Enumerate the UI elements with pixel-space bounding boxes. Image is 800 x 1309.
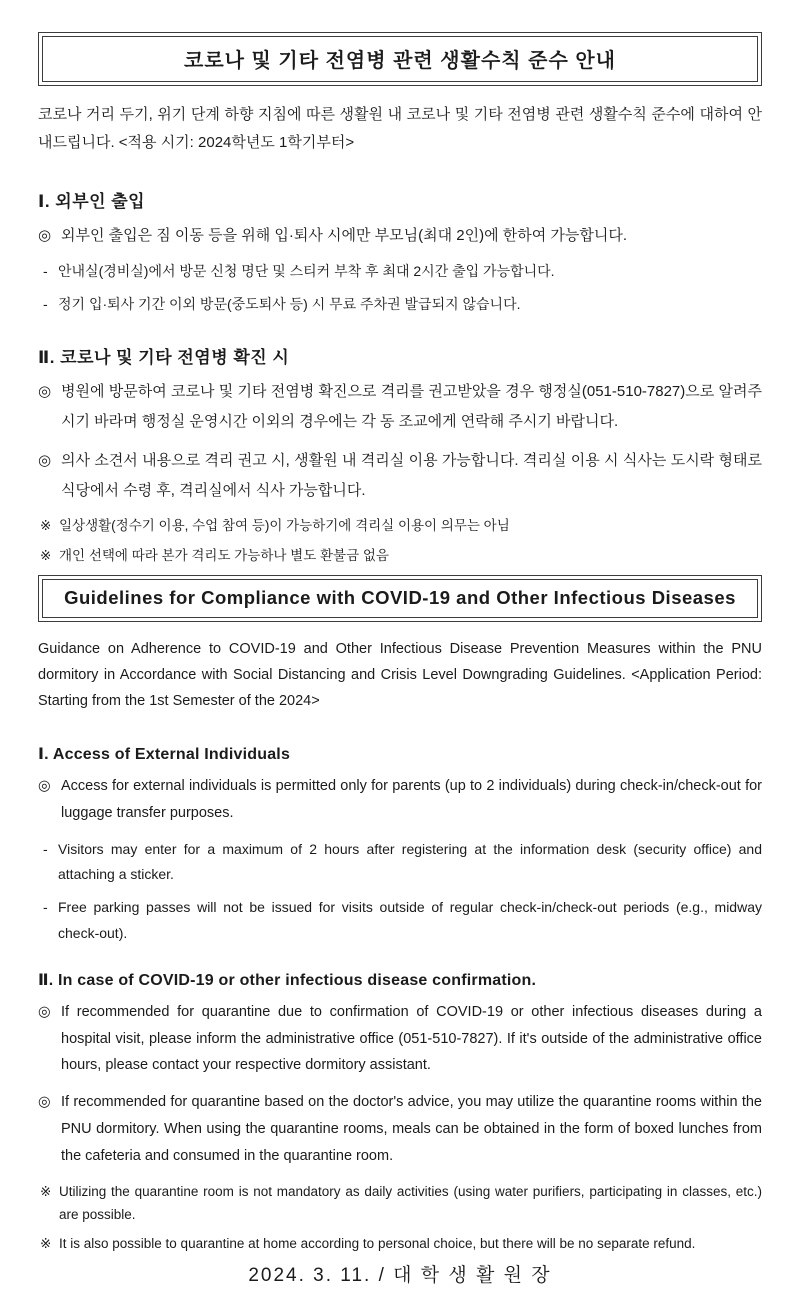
list-item	[38, 1089, 762, 1169]
english-intro: Guidance on Adherence to COVID-19 and Other Infectious Disease Prevention Measures within the PNU dormitory in Accordance with Social Distancing and Crisis Level Downgrading Guidelines. <Application Period: Starting from the 1st Semester of the 2024>	[38, 640, 762, 709]
item-text: 정기 입·퇴사 기간 이외 방문(중도퇴사 등) 시 무료 주차권 발급되지 않습니다.	[58, 296, 521, 313]
item-marker: ※	[40, 1235, 52, 1251]
item-marker: ◎	[38, 383, 52, 401]
list-item	[43, 260, 762, 284]
list-item	[38, 446, 762, 506]
korean-intro: 코로나 거리 두기, 위기 단계 하향 지침에 따른 생활원 내 코로나 및 기타 전염병 관련 생활수칙 준수에 대하여 안내드립니다. <적용 시기: 2024학년도 1학기부터>	[38, 106, 762, 151]
item-marker: ◎	[38, 452, 52, 470]
korean-section2-heading: Ⅱ. 코로나 및 기타 전염병 확진 시	[38, 348, 290, 368]
item-text: Utilizing the quarantine room is not mandatory as daily activities (using water purifiers, participating in classes, etc.) are possible.	[59, 1183, 762, 1223]
korean-title: 코로나 및 기타 전염병 관련 생활수칙 준수 안내	[42, 36, 758, 82]
item-marker: ※	[40, 518, 52, 534]
item-text: 안내실(경비실)에서 방문 신청 명단 및 스티커 부착 후 최대 2시간 출입 가능합니다.	[58, 262, 555, 279]
item-marker: -	[43, 840, 48, 857]
english-section1-heading: Ⅰ. Access of External Individuals	[38, 746, 291, 764]
item-text: If recommended for quarantine based on the doctor's advice, you may utilize the quarantine rooms within the PNU dormitory. When using the quarantine rooms, meals can be obtained in the form of boxed lunches from the cafeteria and consumed in the quarantine room.	[61, 1094, 762, 1164]
item-text: 외부인 출입은 짐 이동 등을 위해 입·퇴사 시에만 부모님(최대 2인)에 한하여 가능합니다.	[61, 226, 628, 244]
item-marker: ◎	[38, 226, 52, 244]
item-text: Visitors may enter for a maximum of 2 hours after registering at the information desk (security office) and attaching a sticker.	[58, 840, 762, 883]
list-item	[40, 1180, 762, 1227]
list-item	[38, 221, 762, 251]
item-text: 의사 소견서 내용으로 격리 권고 시, 생활원 내 격리실 이용 가능합니다. 격리실 이용 시 식사는 도시락 형태로 식당에서 수령 후, 격리실에서 식사 가능합니다.	[61, 452, 762, 500]
english-title-box	[38, 575, 762, 622]
item-text: Access for external individuals is permitted only for parents (up to 2 individuals) during check-in/check-out for luggage transfer purposes.	[61, 778, 762, 822]
list-item	[43, 895, 762, 945]
item-marker: ◎	[38, 1094, 51, 1111]
item-marker: ◎	[38, 778, 51, 795]
item-text: 개인 선택에 따라 본가 격리도 가능하나 별도 환불금 없음	[59, 548, 389, 564]
list-item	[38, 377, 762, 437]
item-marker: ※	[40, 548, 52, 564]
list-item	[43, 837, 762, 887]
item-text: It is also possible to quarantine at home according to personal choice, but there will be no separate refund.	[59, 1235, 696, 1251]
english-title: Guidelines for Compliance with COVID-19 and Other Infectious Diseases	[42, 579, 758, 618]
list-item	[38, 773, 762, 827]
list-item	[38, 999, 762, 1079]
item-marker: -	[43, 296, 48, 313]
list-item	[43, 293, 762, 317]
list-item	[40, 515, 762, 538]
item-marker: ※	[40, 1183, 52, 1199]
english-section2-heading: Ⅱ. In case of COVID-19 or other infectious disease confirmation.	[38, 971, 537, 989]
list-item	[40, 1232, 762, 1256]
item-marker: -	[43, 262, 48, 279]
item-text: 병원에 방문하여 코로나 및 기타 전염병 확진으로 격리를 권고받았을 경우 행정실(051-510-7827)으로 알려주시기 바라며 행정실 운영시간 이외의 경우에는 각 동 조교에게 연락해 주시기 바랍니다.	[61, 383, 762, 431]
date-signature: 2024. 3. 11. / 대 학 생 활 원 장	[248, 1265, 552, 1287]
korean-section1-heading: Ⅰ. 외부인 출입	[38, 191, 146, 211]
item-text: 일상생활(정수기 이용, 수업 참여 등)이 가능하기에 격리실 이용이 의무는 아님	[59, 518, 510, 534]
list-item	[40, 545, 762, 568]
korean-title-box	[38, 32, 762, 86]
item-text: Free parking passes will not be issued for visits outside of regular check-in/check-out periods (e.g., midway check-out).	[58, 899, 762, 941]
item-marker: ◎	[38, 1003, 51, 1020]
item-marker: -	[43, 899, 48, 916]
item-text: If recommended for quarantine due to confirmation of COVID-19 or other infectious diseases during a hospital visit, please inform the administrative office (051-510-7827). If it's outside of the administrative office hours, please contact your respective dormitory assistant.	[61, 1003, 762, 1074]
